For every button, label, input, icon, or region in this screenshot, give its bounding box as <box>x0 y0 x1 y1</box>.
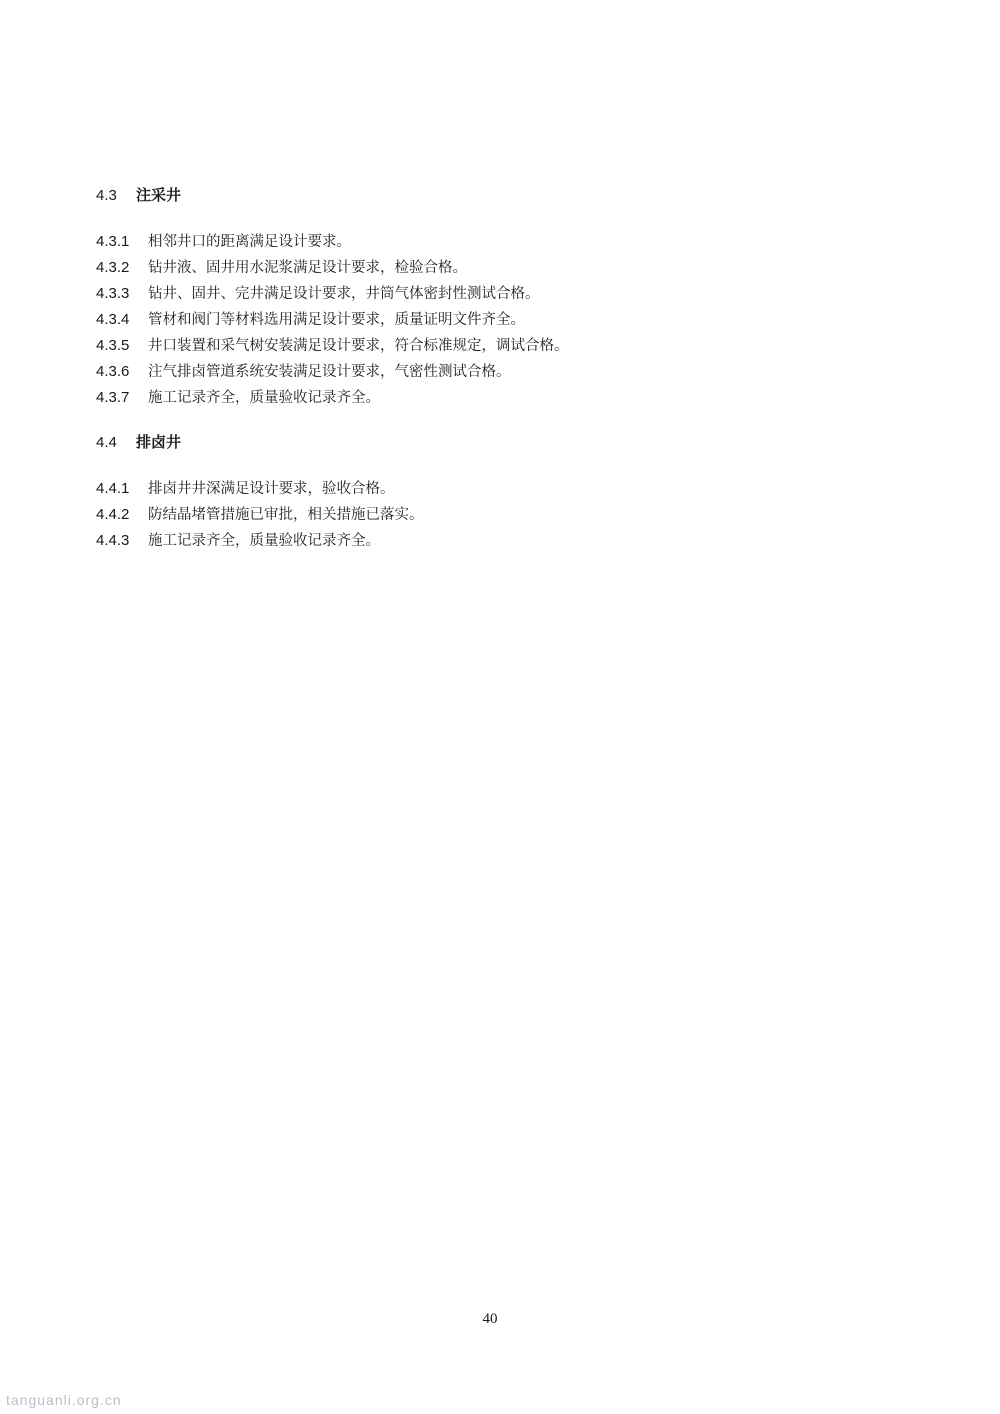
clause-text: 施工记录齐全，质量验收记录齐全。 <box>148 390 380 406</box>
section-4-4 <box>96 431 876 553</box>
clause-4-3-7 <box>96 384 876 410</box>
section-heading <box>96 184 876 206</box>
clause-number: 4.4.3 <box>96 532 130 549</box>
clause-number: 4.3.5 <box>96 337 130 354</box>
clause-4-3-2 <box>96 254 876 280</box>
clause-4-4-3 <box>96 527 876 553</box>
clause-text: 井口装置和采气树安装满足设计要求，符合标准规定，调试合格。 <box>148 338 569 354</box>
page-number: 40 <box>482 1311 498 1327</box>
clause-number: 4.3.4 <box>96 311 130 328</box>
clause-number: 4.3.7 <box>96 389 130 406</box>
clause-text: 防结晶堵管措施已审批，相关措施已落实。 <box>148 507 424 523</box>
clause-4-4-2 <box>96 501 876 527</box>
clause-4-3-1 <box>96 228 876 254</box>
section-number: 4.4 <box>96 434 117 451</box>
clause-number: 4.4.2 <box>96 506 130 523</box>
clause-text: 注气排卤管道系统安装满足设计要求，气密性测试合格。 <box>148 364 511 380</box>
clause-number: 4.3.6 <box>96 363 130 380</box>
clause-text: 钻井、固井、完井满足设计要求，井筒气体密封性测试合格。 <box>148 286 540 302</box>
section-heading <box>96 431 876 453</box>
clause-4-3-5 <box>96 332 876 358</box>
clause-4-3-6 <box>96 358 876 384</box>
clause-number: 4.4.1 <box>96 480 130 497</box>
clause-4-3-4 <box>96 306 876 332</box>
watermark-text: tanguanli.org.cn <box>6 1392 122 1408</box>
clause-text: 排卤井井深满足设计要求，验收合格。 <box>148 481 395 497</box>
clause-4-3-3 <box>96 280 876 306</box>
section-title: 排卤井 <box>136 433 182 451</box>
clause-4-4-1 <box>96 475 876 501</box>
clause-number: 4.3.2 <box>96 259 130 276</box>
section-number: 4.3 <box>96 187 117 204</box>
clause-text: 钻井液、固井用水泥浆满足设计要求，检验合格。 <box>148 260 467 276</box>
clause-text: 管材和阀门等材料选用满足设计要求，质量证明文件齐全。 <box>148 312 525 328</box>
clause-number: 4.3.1 <box>96 233 130 250</box>
clause-number: 4.3.3 <box>96 285 130 302</box>
section-title: 注采井 <box>136 186 182 204</box>
clause-text: 相邻井口的距离满足设计要求。 <box>148 234 351 250</box>
clause-text: 施工记录齐全，质量验收记录齐全。 <box>148 533 380 549</box>
section-4-3 <box>96 184 876 410</box>
